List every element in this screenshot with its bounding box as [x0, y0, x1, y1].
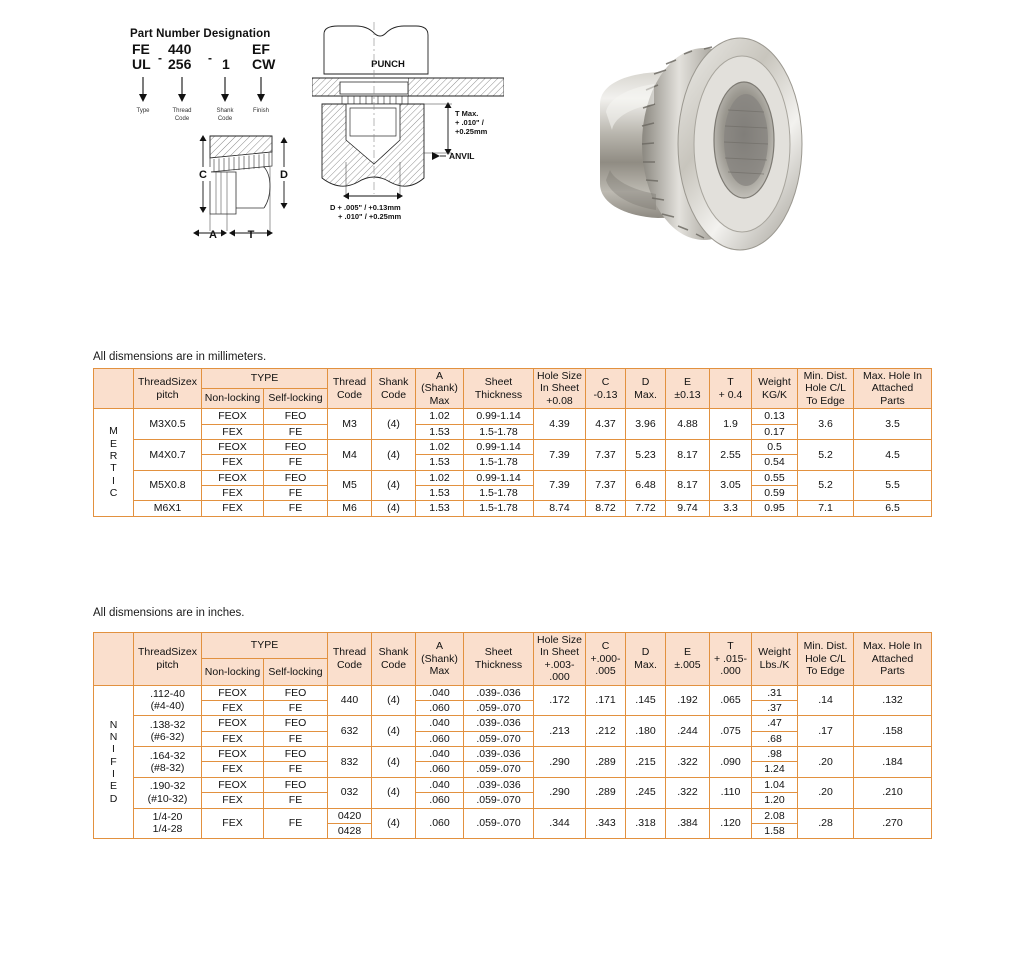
thread-size-cell: .190-32 (#10-32)	[134, 777, 202, 808]
sheet-thickness-cell: 0.99-1.14	[464, 409, 534, 424]
t-max-note-line1: T Max.	[455, 109, 479, 118]
sheet-thickness-cell: 0.99-1.14	[464, 439, 534, 454]
a-shank-max-cell: 1.02	[416, 439, 464, 454]
max-hole-cell: .270	[854, 808, 932, 839]
d-cell: .145	[626, 685, 666, 716]
a-shank-max-cell: .040	[416, 747, 464, 762]
svg-text:256: 256	[168, 56, 192, 72]
weight-cell: 0.54	[752, 455, 798, 470]
c-cell: 4.37	[586, 409, 626, 440]
c-cell: .212	[586, 716, 626, 747]
weight-cell: .37	[752, 700, 798, 715]
inch-th-e: E ±.005	[666, 633, 710, 686]
inch-th-self-locking: Self-locking	[264, 659, 328, 685]
max-hole-cell: 4.5	[854, 439, 932, 470]
c-cell: 8.72	[586, 501, 626, 516]
table-row	[94, 409, 932, 424]
thread-size-cell: .112-40 (#4-40)	[134, 685, 202, 716]
svg-text:EF: EF	[252, 41, 270, 57]
inch-th-c: C +.000- .005	[586, 633, 626, 686]
metric-table-caption: All dismensions are in millimeters.	[93, 351, 267, 363]
svg-text:Type: Type	[136, 108, 150, 114]
a-shank-max-cell: .060	[416, 731, 464, 746]
c-cell: .171	[586, 685, 626, 716]
dimension-drawing-svg	[176, 132, 298, 250]
table-row	[94, 777, 932, 792]
non-locking-cell: FEX	[202, 808, 264, 839]
self-locking-cell: FEO	[264, 747, 328, 762]
thread-code-cell: 0428	[328, 823, 372, 838]
metric-th-self-locking: Self-locking	[264, 389, 328, 409]
part-number-designation-diagram	[130, 40, 310, 136]
inch-unit-label: N N I F I E D	[94, 685, 134, 839]
self-locking-cell: FE	[264, 731, 328, 746]
max-hole-cell: 5.5	[854, 470, 932, 501]
weight-cell: .68	[752, 731, 798, 746]
dim-label-d: D	[280, 169, 288, 181]
weight-cell: 1.58	[752, 823, 798, 838]
metric-th-max-hole: Max. Hole In Attached Parts	[854, 369, 932, 409]
self-locking-cell: FEO	[264, 716, 328, 731]
hole-size-cell: 4.39	[534, 409, 586, 440]
thread-code-cell: M5	[328, 470, 372, 501]
d-cell: 6.48	[626, 470, 666, 501]
c-cell: .289	[586, 747, 626, 778]
d-cell: .245	[626, 777, 666, 808]
sheet-thickness-cell: 1.5-1.78	[464, 501, 534, 516]
inch-th-thread-code: Thread Code	[328, 633, 372, 686]
table-row	[94, 716, 932, 731]
d-tolerance-note-line2: + .010" / +0.25mm	[338, 212, 402, 221]
d-cell: 3.96	[626, 409, 666, 440]
max-hole-cell: .132	[854, 685, 932, 716]
thread-code-cell: 632	[328, 716, 372, 747]
non-locking-cell: FEX	[202, 424, 264, 439]
t-max-note-line3: +0.25mm	[455, 127, 488, 136]
svg-text:CW: CW	[252, 56, 276, 72]
weight-cell: 1.24	[752, 762, 798, 777]
non-locking-cell: FEX	[202, 486, 264, 501]
metric-unit-label: M E R T I C	[94, 409, 134, 517]
shank-code-cell: (4)	[372, 501, 416, 516]
hole-size-cell: .213	[534, 716, 586, 747]
d-cell: .180	[626, 716, 666, 747]
metric-spec-table	[93, 368, 932, 517]
sheet-thickness-cell: .059-.070	[464, 700, 534, 715]
weight-cell: .47	[752, 716, 798, 731]
a-shank-max-cell: .060	[416, 793, 464, 808]
cross-section-svg	[312, 22, 504, 250]
self-locking-cell: FE	[264, 762, 328, 777]
non-locking-cell: FEX	[202, 731, 264, 746]
sheet-thickness-cell: 1.5-1.78	[464, 455, 534, 470]
weight-cell: 0.5	[752, 439, 798, 454]
t-cell: 1.9	[710, 409, 752, 440]
non-locking-cell: FEX	[202, 700, 264, 715]
sheet-thickness-cell: .059-.070	[464, 808, 534, 839]
inch-th-d: D Max.	[626, 633, 666, 686]
inch-th-max-hole: Max. Hole In Attached Parts	[854, 633, 932, 686]
thread-code-cell: 032	[328, 777, 372, 808]
non-locking-cell: FEOX	[202, 439, 264, 454]
hole-size-cell: .290	[534, 747, 586, 778]
hole-size-cell: .172	[534, 685, 586, 716]
thread-size-cell: M5X0.8	[134, 470, 202, 501]
thread-code-cell: M6	[328, 501, 372, 516]
weight-cell: 0.13	[752, 409, 798, 424]
a-shank-max-cell: 1.53	[416, 501, 464, 516]
sheet-thickness-cell: .059-.070	[464, 731, 534, 746]
non-locking-cell: FEOX	[202, 777, 264, 792]
t-cell: .110	[710, 777, 752, 808]
cross-section-figure	[312, 22, 504, 250]
a-shank-max-cell: .040	[416, 777, 464, 792]
inch-unit-header	[94, 633, 134, 686]
weight-cell: 2.08	[752, 808, 798, 823]
min-dist-cell: .20	[798, 777, 854, 808]
part-number-designation-title: Part Number Designation	[130, 28, 271, 40]
self-locking-cell: FE	[264, 486, 328, 501]
weight-cell: 0.59	[752, 486, 798, 501]
inch-th-hole-size: Hole Size In Sheet +.003- .000	[534, 633, 586, 686]
thread-size-cell: .138-32 (#6-32)	[134, 716, 202, 747]
thread-code-cell: 440	[328, 685, 372, 716]
figures-panel	[0, 0, 1024, 300]
anvil-label: ANVIL	[449, 151, 475, 161]
metric-th-d: D Max.	[626, 369, 666, 409]
metric-th-non-locking: Non-locking	[202, 389, 264, 409]
table-row	[94, 747, 932, 762]
d-cell: 5.23	[626, 439, 666, 470]
metric-header-row-1	[94, 369, 932, 389]
metric-unit-header	[94, 369, 134, 409]
non-locking-cell: FEX	[202, 793, 264, 808]
shank-code-cell: (4)	[372, 409, 416, 440]
dim-label-t: T	[247, 229, 255, 241]
hole-size-cell: 7.39	[534, 470, 586, 501]
thread-size-cell: M4X0.7	[134, 439, 202, 470]
min-dist-cell: 5.2	[798, 439, 854, 470]
e-cell: .244	[666, 716, 710, 747]
metric-th-hole-size: Hole Size In Sheet +0.08	[534, 369, 586, 409]
thread-code-cell: 0420	[328, 808, 372, 823]
metric-th-weight: Weight KG/K	[752, 369, 798, 409]
a-shank-max-cell: .060	[416, 700, 464, 715]
min-dist-cell: .14	[798, 685, 854, 716]
weight-cell: .31	[752, 685, 798, 700]
min-dist-cell: 5.2	[798, 470, 854, 501]
inch-th-a-shank-max: A (Shank) Max	[416, 633, 464, 686]
e-cell: .192	[666, 685, 710, 716]
dimension-drawing-figure	[176, 132, 298, 250]
thread-code-cell: M3	[328, 409, 372, 440]
table-row	[94, 439, 932, 454]
t-max-note-line2: + .010" /	[455, 118, 484, 127]
metric-th-c: C -0.13	[586, 369, 626, 409]
shank-code-cell: (4)	[372, 747, 416, 778]
e-cell: .384	[666, 808, 710, 839]
non-locking-cell: FEX	[202, 455, 264, 470]
metric-th-thread-code: Thread Code	[328, 369, 372, 409]
inch-th-t: T + .015- .000	[710, 633, 752, 686]
inch-th-shank-code: Shank Code	[372, 633, 416, 686]
self-locking-cell: FEO	[264, 470, 328, 485]
shank-code-cell: (4)	[372, 439, 416, 470]
shank-code-cell: (4)	[372, 777, 416, 808]
self-locking-cell: FEO	[264, 409, 328, 424]
table-row	[94, 501, 932, 516]
t-cell: 3.05	[710, 470, 752, 501]
hole-size-cell: .290	[534, 777, 586, 808]
product-photo	[592, 8, 824, 280]
self-locking-cell: FEO	[264, 685, 328, 700]
thread-size-cell: M6X1	[134, 501, 202, 516]
t-cell: .065	[710, 685, 752, 716]
table-row	[94, 808, 932, 823]
e-cell: .322	[666, 777, 710, 808]
non-locking-cell: FEOX	[202, 470, 264, 485]
weight-cell: 1.20	[752, 793, 798, 808]
inch-table-caption: All dismensions are in inches.	[93, 607, 245, 619]
non-locking-cell: FEX	[202, 762, 264, 777]
punch-label: PUNCH	[371, 59, 405, 70]
min-dist-cell: .20	[798, 747, 854, 778]
d-cell: 7.72	[626, 501, 666, 516]
weight-cell: 0.17	[752, 424, 798, 439]
d-tolerance-note-line1: D + .005" / +0.13mm	[330, 203, 401, 212]
non-locking-cell: FEOX	[202, 685, 264, 700]
self-locking-cell: FEO	[264, 439, 328, 454]
t-cell: .075	[710, 716, 752, 747]
thread-size-cell: .164-32 (#8-32)	[134, 747, 202, 778]
max-hole-cell: .184	[854, 747, 932, 778]
sheet-thickness-cell: 0.99-1.14	[464, 470, 534, 485]
sheet-thickness-cell: 1.5-1.78	[464, 424, 534, 439]
inch-th-sheet-thickness: Sheet Thickness	[464, 633, 534, 686]
svg-text:440: 440	[168, 41, 192, 57]
c-cell: 7.37	[586, 439, 626, 470]
max-hole-cell: 3.5	[854, 409, 932, 440]
e-cell: 9.74	[666, 501, 710, 516]
t-cell: .120	[710, 808, 752, 839]
non-locking-cell: FEOX	[202, 409, 264, 424]
svg-text:UL: UL	[132, 56, 151, 72]
self-locking-cell: FE	[264, 808, 328, 839]
self-locking-cell: FEO	[264, 777, 328, 792]
shank-code-cell: (4)	[372, 808, 416, 839]
self-locking-cell: FE	[264, 455, 328, 470]
dim-label-a: A	[209, 229, 217, 241]
d-cell: .215	[626, 747, 666, 778]
e-cell: 8.17	[666, 470, 710, 501]
inch-header-row-1	[94, 633, 932, 659]
metric-th-sheet-thickness: Sheet Thickness	[464, 369, 534, 409]
c-cell: .289	[586, 777, 626, 808]
inch-th-type: TYPE	[202, 633, 328, 659]
e-cell: .322	[666, 747, 710, 778]
a-shank-max-cell: 1.53	[416, 455, 464, 470]
non-locking-cell: FEX	[202, 501, 264, 516]
metric-th-thread-size: ThreadSizex pitch	[134, 369, 202, 409]
e-cell: 4.88	[666, 409, 710, 440]
sheet-thickness-cell: .059-.070	[464, 762, 534, 777]
c-cell: .343	[586, 808, 626, 839]
a-shank-max-cell: 1.53	[416, 486, 464, 501]
sheet-thickness-cell: .039-.036	[464, 777, 534, 792]
a-shank-max-cell: .060	[416, 762, 464, 777]
svg-text:Finish: Finish	[252, 108, 270, 114]
weight-cell: 0.95	[752, 501, 798, 516]
thread-code-cell: M4	[328, 439, 372, 470]
svg-text:Code: Code	[217, 116, 233, 122]
sheet-thickness-cell: .039-.036	[464, 685, 534, 700]
sheet-thickness-cell: .039-.036	[464, 747, 534, 762]
weight-cell: 1.04	[752, 777, 798, 792]
hole-size-cell: .344	[534, 808, 586, 839]
self-locking-cell: FE	[264, 793, 328, 808]
inch-th-min-dist: Min. Dist. Hole C/L To Edge	[798, 633, 854, 686]
min-dist-cell: .28	[798, 808, 854, 839]
inch-th-non-locking: Non-locking	[202, 659, 264, 685]
metric-th-t: T + 0.4	[710, 369, 752, 409]
inch-th-thread-size: ThreadSizex pitch	[134, 633, 202, 686]
thread-size-cell: 1/4-20 1/4-28	[134, 808, 202, 839]
shank-code-cell: (4)	[372, 716, 416, 747]
a-shank-max-cell: .040	[416, 685, 464, 700]
table-row	[94, 685, 932, 700]
svg-text:-: -	[208, 51, 212, 65]
non-locking-cell: FEOX	[202, 747, 264, 762]
svg-text:FE: FE	[132, 41, 150, 57]
inch-spec-table	[93, 632, 932, 839]
dim-label-c: C	[199, 169, 207, 181]
svg-text:Shank: Shank	[216, 108, 234, 114]
t-cell: 3.3	[710, 501, 752, 516]
max-hole-cell: .210	[854, 777, 932, 808]
metric-th-e: E ±0.13	[666, 369, 710, 409]
a-shank-max-cell: 1.53	[416, 424, 464, 439]
svg-text:1: 1	[222, 56, 230, 72]
svg-text:Code: Code	[174, 116, 190, 122]
max-hole-cell: 6.5	[854, 501, 932, 516]
hole-size-cell: 8.74	[534, 501, 586, 516]
weight-cell: 0.55	[752, 470, 798, 485]
shank-code-cell: (4)	[372, 470, 416, 501]
part-number-designation-figure	[130, 28, 310, 141]
min-dist-cell: 7.1	[798, 501, 854, 516]
metric-th-type: TYPE	[202, 369, 328, 389]
weight-cell: .98	[752, 747, 798, 762]
svg-text:-: -	[158, 51, 162, 65]
sheet-thickness-cell: .059-.070	[464, 793, 534, 808]
non-locking-cell: FEOX	[202, 716, 264, 731]
shank-code-cell: (4)	[372, 685, 416, 716]
hole-size-cell: 7.39	[534, 439, 586, 470]
min-dist-cell: .17	[798, 716, 854, 747]
max-hole-cell: .158	[854, 716, 932, 747]
c-cell: 7.37	[586, 470, 626, 501]
t-cell: .090	[710, 747, 752, 778]
svg-text:Thread: Thread	[172, 108, 192, 114]
d-cell: .318	[626, 808, 666, 839]
product-photo-svg	[592, 8, 824, 280]
sheet-thickness-cell: .039-.036	[464, 716, 534, 731]
self-locking-cell: FE	[264, 501, 328, 516]
thread-code-cell: 832	[328, 747, 372, 778]
a-shank-max-cell: 1.02	[416, 409, 464, 424]
a-shank-max-cell: 1.02	[416, 470, 464, 485]
inch-th-weight: Weight Lbs./K	[752, 633, 798, 686]
table-row	[94, 470, 932, 485]
sheet-thickness-cell: 1.5-1.78	[464, 486, 534, 501]
metric-th-min-dist: Min. Dist. Hole C/L To Edge	[798, 369, 854, 409]
e-cell: 8.17	[666, 439, 710, 470]
metric-th-a-shank-max: A (Shank) Max	[416, 369, 464, 409]
a-shank-max-cell: .040	[416, 716, 464, 731]
metric-th-shank-code: Shank Code	[372, 369, 416, 409]
a-shank-max-cell: .060	[416, 808, 464, 839]
t-cell: 2.55	[710, 439, 752, 470]
self-locking-cell: FE	[264, 424, 328, 439]
thread-size-cell: M3X0.5	[134, 409, 202, 440]
self-locking-cell: FE	[264, 700, 328, 715]
min-dist-cell: 3.6	[798, 409, 854, 440]
